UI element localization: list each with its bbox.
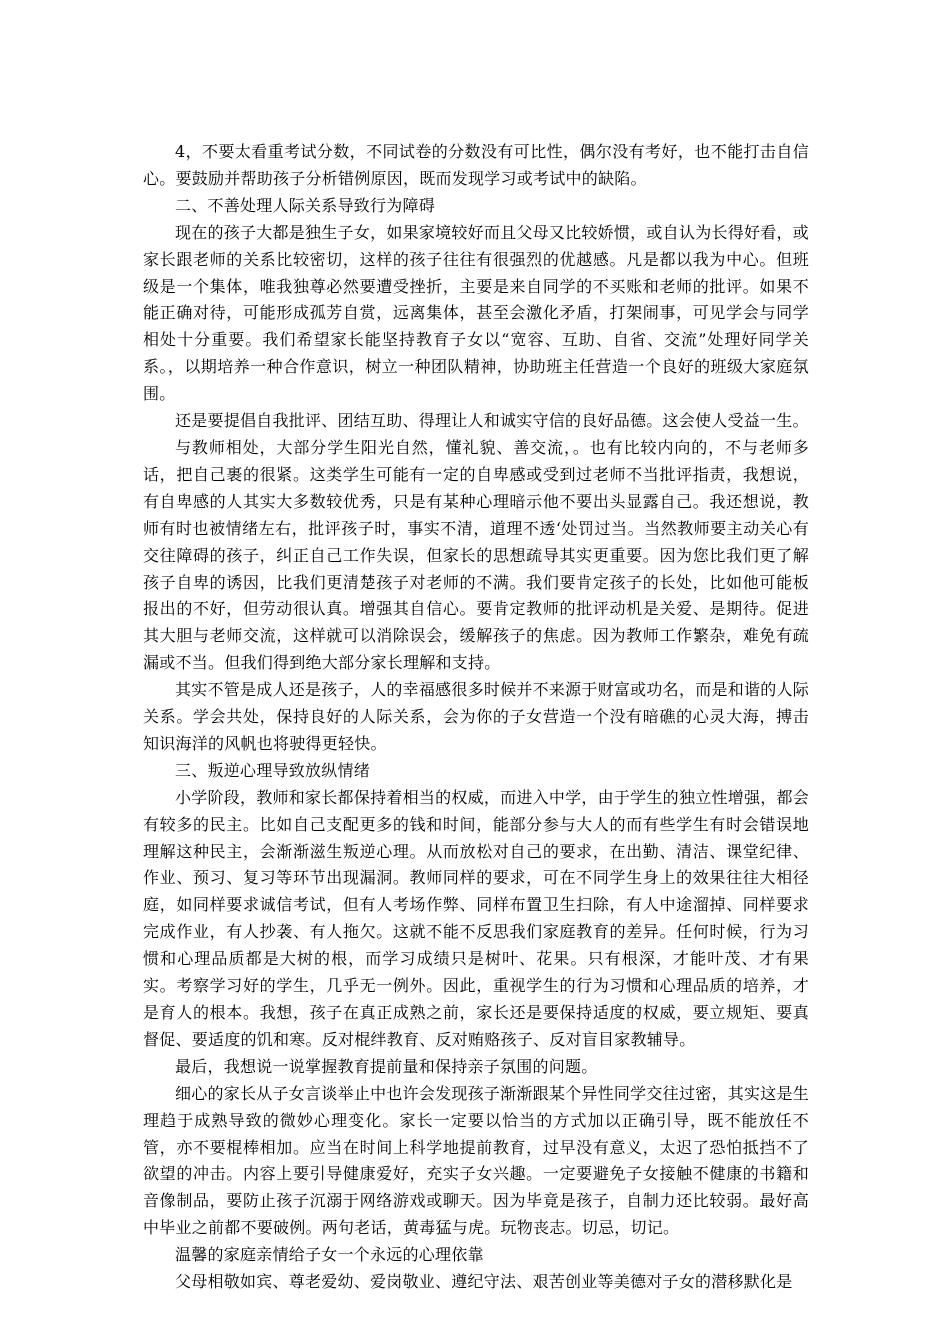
paragraph-middle-school: 小学阶段，教师和家长都保持着相当的权威，而进入中学，由于学生的独立性增强，都会有较多的民主。比如自己支配更多的钱和时间，能部分参与大人的而有些学生有时会错误地理解这种民主，会渐渐滋生叛逆心理。从而放松对自己的要求，在出勤、清洁、课堂纪律、作业、预习、复习等环节出现漏洞。教师同样的要求，可在不同学生身上的效果往往大相径庭，如同样要求诚信考试，但有人考场作弊、同样布置卫生扫除，有人中途溜掉、同样要求完成作业，有人抄袭、有人拖欠。这就不能不反思我们家庭教育的差异。任何时候，行为习惯和心理品质都是大树的根，而学习成绩只是树叶、花果。只有根深，才能叶茂、才有果实。考察学习好的学生，几乎无一例外。因此，重视学生的行为习惯和心理品质的培养，才是育人的根本。我想，孩子在真正成熟之前，家长还是要保持适度的权威，要立规矩、要真督促、要适度的饥和寒。反对棍绊教育、反对贿赂孩子、反对盲目家教辅导。 xyxy=(143,787,809,1049)
paragraph-only-children: 现在的孩子大都是独生子女，如果家境较好而且父母又比较娇惯，或自认为长得好看，或家长跟老师的关系比较密切，这样的孩子往往有很强烈的优越感。凡是都以我为中心。但班级是一个集体，唯我独尊必然要遭受挫折，主要是来自同学的不买账和老师的批评。如果不能正确对待，可能形成孤芳自赏，远离集体，甚至会激化矛盾，打架闹事，可见学会与同学相处十分重要。我们希望家长能坚持教育子女以“宽容、互助、自省、交流”处理好同学关系。，以期培养一种合作意识，树立一种团队精神，协助班主任营造一个良好的班级大家庭氛围。 xyxy=(143,222,809,404)
paragraph-happiness: 其实不管是成人还是孩子，人的幸福感很多时候并不来源于财富或功名，而是和谐的人际关系。学会共处，保持良好的人际关系，会为你的子女营造一个没有暗礁的心灵大海，搏击知识海洋的风帆也将驶得更轻快。 xyxy=(143,680,809,753)
paragraph-self-criticism: 还是要提倡自我批评、团结互助、得理让人和诚实守信的良好品德。这会使人受益一生。 xyxy=(175,411,809,431)
section-heading-family: 温馨的家庭亲情给子女一个永远的心理依靠 xyxy=(175,1245,484,1265)
section-heading-relationships: 二、不善处理人际关系导致行为障碍 xyxy=(175,195,436,215)
section-heading-rebellion: 三、叛逆心理导致放纵情绪 xyxy=(175,760,371,780)
paragraph-teacher-relations: 与教师相处，大部分学生阳光自然，懂礼貌、善交流，。也有比较内向的，不与老师多话，把自己裹的很紧。这类学生可能有一定的自卑感或受到过老师不当批评指责，我想说，有自卑感的人其实大多数较优秀，只是有某种心理暗示他不要出头显露自己。我还想说，教师有时也被情绪左右，批评孩子时，事实不清，道理不透‘处罚过当。当然教师要主动关心有交往障碍的孩子，纠正自己工作失误，但家长的思想疏导其实更重要。因为您比我们更了解孩子自卑的诱因，比我们更清楚孩子对老师的不满。我们要肯定孩子的长处，比如他可能板报出的不好，但劳动很认真。增强其自信心。要肯定教师的批评动机是关爱、是期待。促进其大胆与老师交流，这样就可以消除误会，缓解孩子的焦虑。因为教师工作繁杂，难免有疏漏或不当。但我们得到绝大部分家长理解和支持。 xyxy=(143,437,809,673)
paragraph-guidance: 细心的家长从子女言谈举止中也许会发现孩子渐渐跟某个异性同学交往过密，其实这是生理趋于成熟导致的微妙心理变化。家长一定要以恰当的方式加以正确引导，既不能放任不管，亦不要棍棒相加。应当在时间上科学地提前教育，过早没有意义，太迟了恐怕抵挡不了欲望的冲击。内容上要引导健康爱好，充实子女兴趣。一定要避免子女接触不健康的书籍和音像制品，要防止孩子沉溺于网络游戏或聊天。因为毕竟是孩子，自制力还比较弱。最好高中毕业之前都不要破例。两句老话，黄毒猛与虎。玩物丧志。切忌，切记。 xyxy=(143,1083,809,1238)
paragraph-exam-scores: 4，不要太看重考试分数，不同试卷的分数没有可比性，偶尔没有考好，也不能打击自信心。要鼓励并帮助孩子分析错例原因，既而发现学习或考试中的缺陷。 xyxy=(143,142,809,188)
paragraph-parents-virtues: 父母相敬如宾、尊老爱幼、爱岗敬业、遵纪守法、艰苦创业等美德对子女的潜移默化是 xyxy=(175,1272,793,1292)
document-body xyxy=(143,139,809,1296)
paragraph-finally: 最后，我想说一说掌握教育提前量和保持亲子氛围的问题。 xyxy=(175,1056,598,1076)
